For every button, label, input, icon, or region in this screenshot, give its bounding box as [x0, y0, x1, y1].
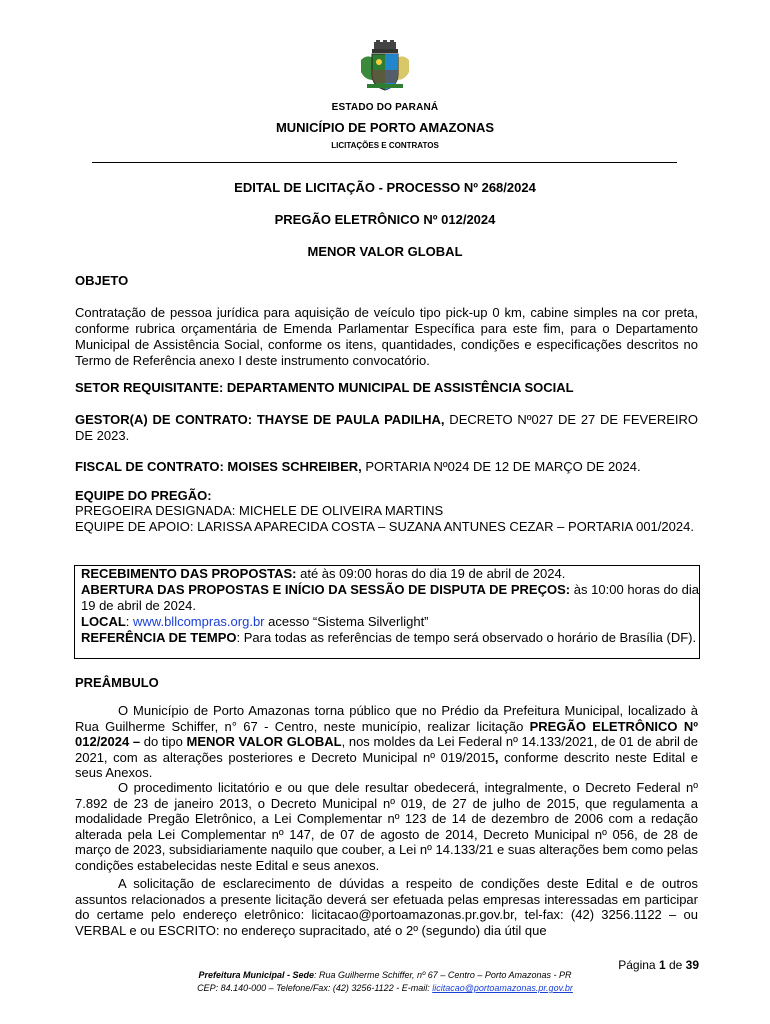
auctioneer: PREGOEIRA DESIGNADA: MICHELE DE OLIVEIRA MARTINS [75, 503, 444, 518]
objeto-text: Contratação de pessoa jurídica para aquisição de veículo tipo pick-up 0 km, cabine simples na cor preta, conforme rubrica orçamentária de Emenda Parlamentar Específica para este fim, para o Departamento Municipal de Assistência Social, conforme os itens, quantidades, condições e especificações descritos no Termo de Referência anexo I deste instrumento convocatório. [75, 305, 698, 368]
session-opening-text: às 10:00 horas do dia 19 de abril de 2024. [81, 582, 700, 613]
page-current: 1 [658, 958, 666, 972]
time-reference-label: REFERÊNCIA DE TEMPO [81, 630, 237, 645]
state-name: ESTADO DO PARANÁ [331, 102, 439, 113]
contract-manager-decree: DECRETO Nº027 DE 27 DE FEVEREIRO DE 2023. [75, 412, 699, 443]
preamble-p1-pregao: PREGÃO ELETRÔNICO Nº 012/2024 – [75, 718, 698, 749]
objeto-heading: OBJETO [75, 273, 129, 288]
edital-title: EDITAL DE LICITAÇÃO - PROCESSO Nº 268/2024 [234, 180, 536, 195]
contract-manager-label: GESTOR(A) DE CONTRATO: THAYSE DE PAULA PADILHA, [75, 412, 445, 427]
municipality-name: MUNICÍPIO DE PORTO AMAZONAS [275, 120, 495, 135]
footer-address [0, 970, 770, 980]
preamble-p1-comma: , [494, 749, 499, 765]
location-text: acesso “Sistema Silverlight” [264, 614, 429, 629]
time-reference [81, 630, 699, 646]
preamble-p1-end: conforme descrito neste Edital e seus Anexos. [75, 749, 698, 780]
footer-seat-label: Prefeitura Municipal - Sede [198, 970, 314, 980]
contract-inspector-ordinance: PORTARIA Nº024 DE 12 DE MARÇO DE 2024. [361, 459, 641, 474]
footer-contact-text: CEP: 84.140-000 – Telefone/Fax: (42) 3256-1122 - E-mail: [197, 983, 433, 993]
pregao-title: PREGÃO ELETRÔNICO Nº 012/2024 [274, 212, 496, 227]
preamble-paragraph-1 [75, 703, 698, 781]
preamble-paragraph-3: A solicitação de esclarecimento de dúvidas a respeito de condições deste Edital e de outros assuntos relacionados a presente licitação deverá ser efetuada pelas empresas interessadas em participar do certame pelo endereço eletrônico: licitacao@portoamazonas.pr.gov.br, tel-fax: (42) 3256.1122 – ou VERBAL e ou ESCRITO: no endereço supracitado, até o 2º (segundo) dia útil que [75, 876, 698, 938]
page-label: Página [618, 958, 659, 972]
page-of: de [665, 958, 686, 972]
page-total: 39 [685, 958, 699, 972]
location-label: LOCAL [81, 614, 126, 629]
session-location [81, 614, 699, 630]
bllcompras-link[interactable]: www.bllcompras.org.br [133, 614, 265, 629]
footer-address-text: : Rua Guilherme Schiffer, nº 67 – Centro – Porto Amazonas - PR [313, 970, 572, 980]
session-opening-label: ABERTURA DAS PROPOSTAS E INÍCIO DA SESSÃO DE DISPUTA DE PREÇOS: [81, 582, 571, 597]
footer-email-link[interactable]: licitacao@portoamazonas.pr.gov.br [432, 983, 573, 993]
session-opening [81, 582, 699, 614]
contract-inspector [75, 459, 698, 475]
criteria-title: MENOR VALOR GLOBAL [307, 244, 463, 259]
support-team: EQUIPE DE APOIO: LARISSA APARECIDA COSTA – SUZANA ANTUNES CEZAR – PORTARIA 001/2024. [75, 519, 694, 534]
preamble-heading: PREÂMBULO [75, 675, 159, 690]
preamble-paragraph-2: O procedimento licitatório e ou que dele resultar obedecerá, integralmente, o Decreto Federal nº 7.892 de 23 de janeiro 2013, o Decreto Municipal nº 019, de 27 de julho de 2015, que regulamenta a modalidade Pregão Eletrônico, a Lei Complementar nº 123 de 14 de dezembro de 2006 com a redação alterada pela Lei Complementar nº 147, de 07 de agosto de 2014, Decreto Municipal nº 056, de 28 de março de 2023, subsidiariamente naquilo que couber, a Lei nº 14.133/21 e suas alterações bem como pelas condições estabelecidas neste Edital e seus anexos. [75, 780, 698, 873]
schedule-box [74, 565, 700, 659]
proposals-receipt-text: até às 09:00 horas do dia 19 de abril de 2024. [296, 566, 566, 581]
preamble-p1-type: do tipo [140, 734, 187, 749]
footer-contact [0, 983, 770, 993]
team-heading: EQUIPE DO PREGÃO: [75, 488, 212, 503]
time-reference-text: : Para todas as referências de tempo será observado o horário de Brasília (DF). [236, 630, 697, 645]
preamble-p1-intro: O Município de Porto Amazonas torna público que no Prédio da Prefeitura Municipal, localizado à Rua Guilherme Schiffer, n° 67 - Centro, neste município, realizar licitação [75, 703, 698, 734]
municipal-coat-of-arms-icon [357, 40, 413, 92]
location-separator: : [125, 614, 134, 629]
proposals-receipt-label: RECEBIMENTO DAS PROPOSTAS: [81, 566, 297, 581]
contract-inspector-label: FISCAL DE CONTRATO: MOISES SCHREIBER, [75, 459, 362, 474]
requesting-sector: SETOR REQUISITANTE: DEPARTAMENTO MUNICIPAL DE ASSISTÊNCIA SOCIAL [75, 380, 574, 395]
preamble-p1-criteria: MENOR VALOR GLOBAL [186, 734, 342, 749]
department-name: LICITAÇÕES E CONTRATOS [331, 141, 439, 150]
header-divider [92, 162, 677, 163]
preamble-p1-law: , nos moldes da Lei Federal nº 14.133/2021, de 01 de abril de 2021, com as alterações posteriores e Decreto Municipal nº 019/2015 [75, 734, 699, 765]
proposals-receipt [81, 566, 699, 582]
contract-manager [75, 412, 698, 444]
